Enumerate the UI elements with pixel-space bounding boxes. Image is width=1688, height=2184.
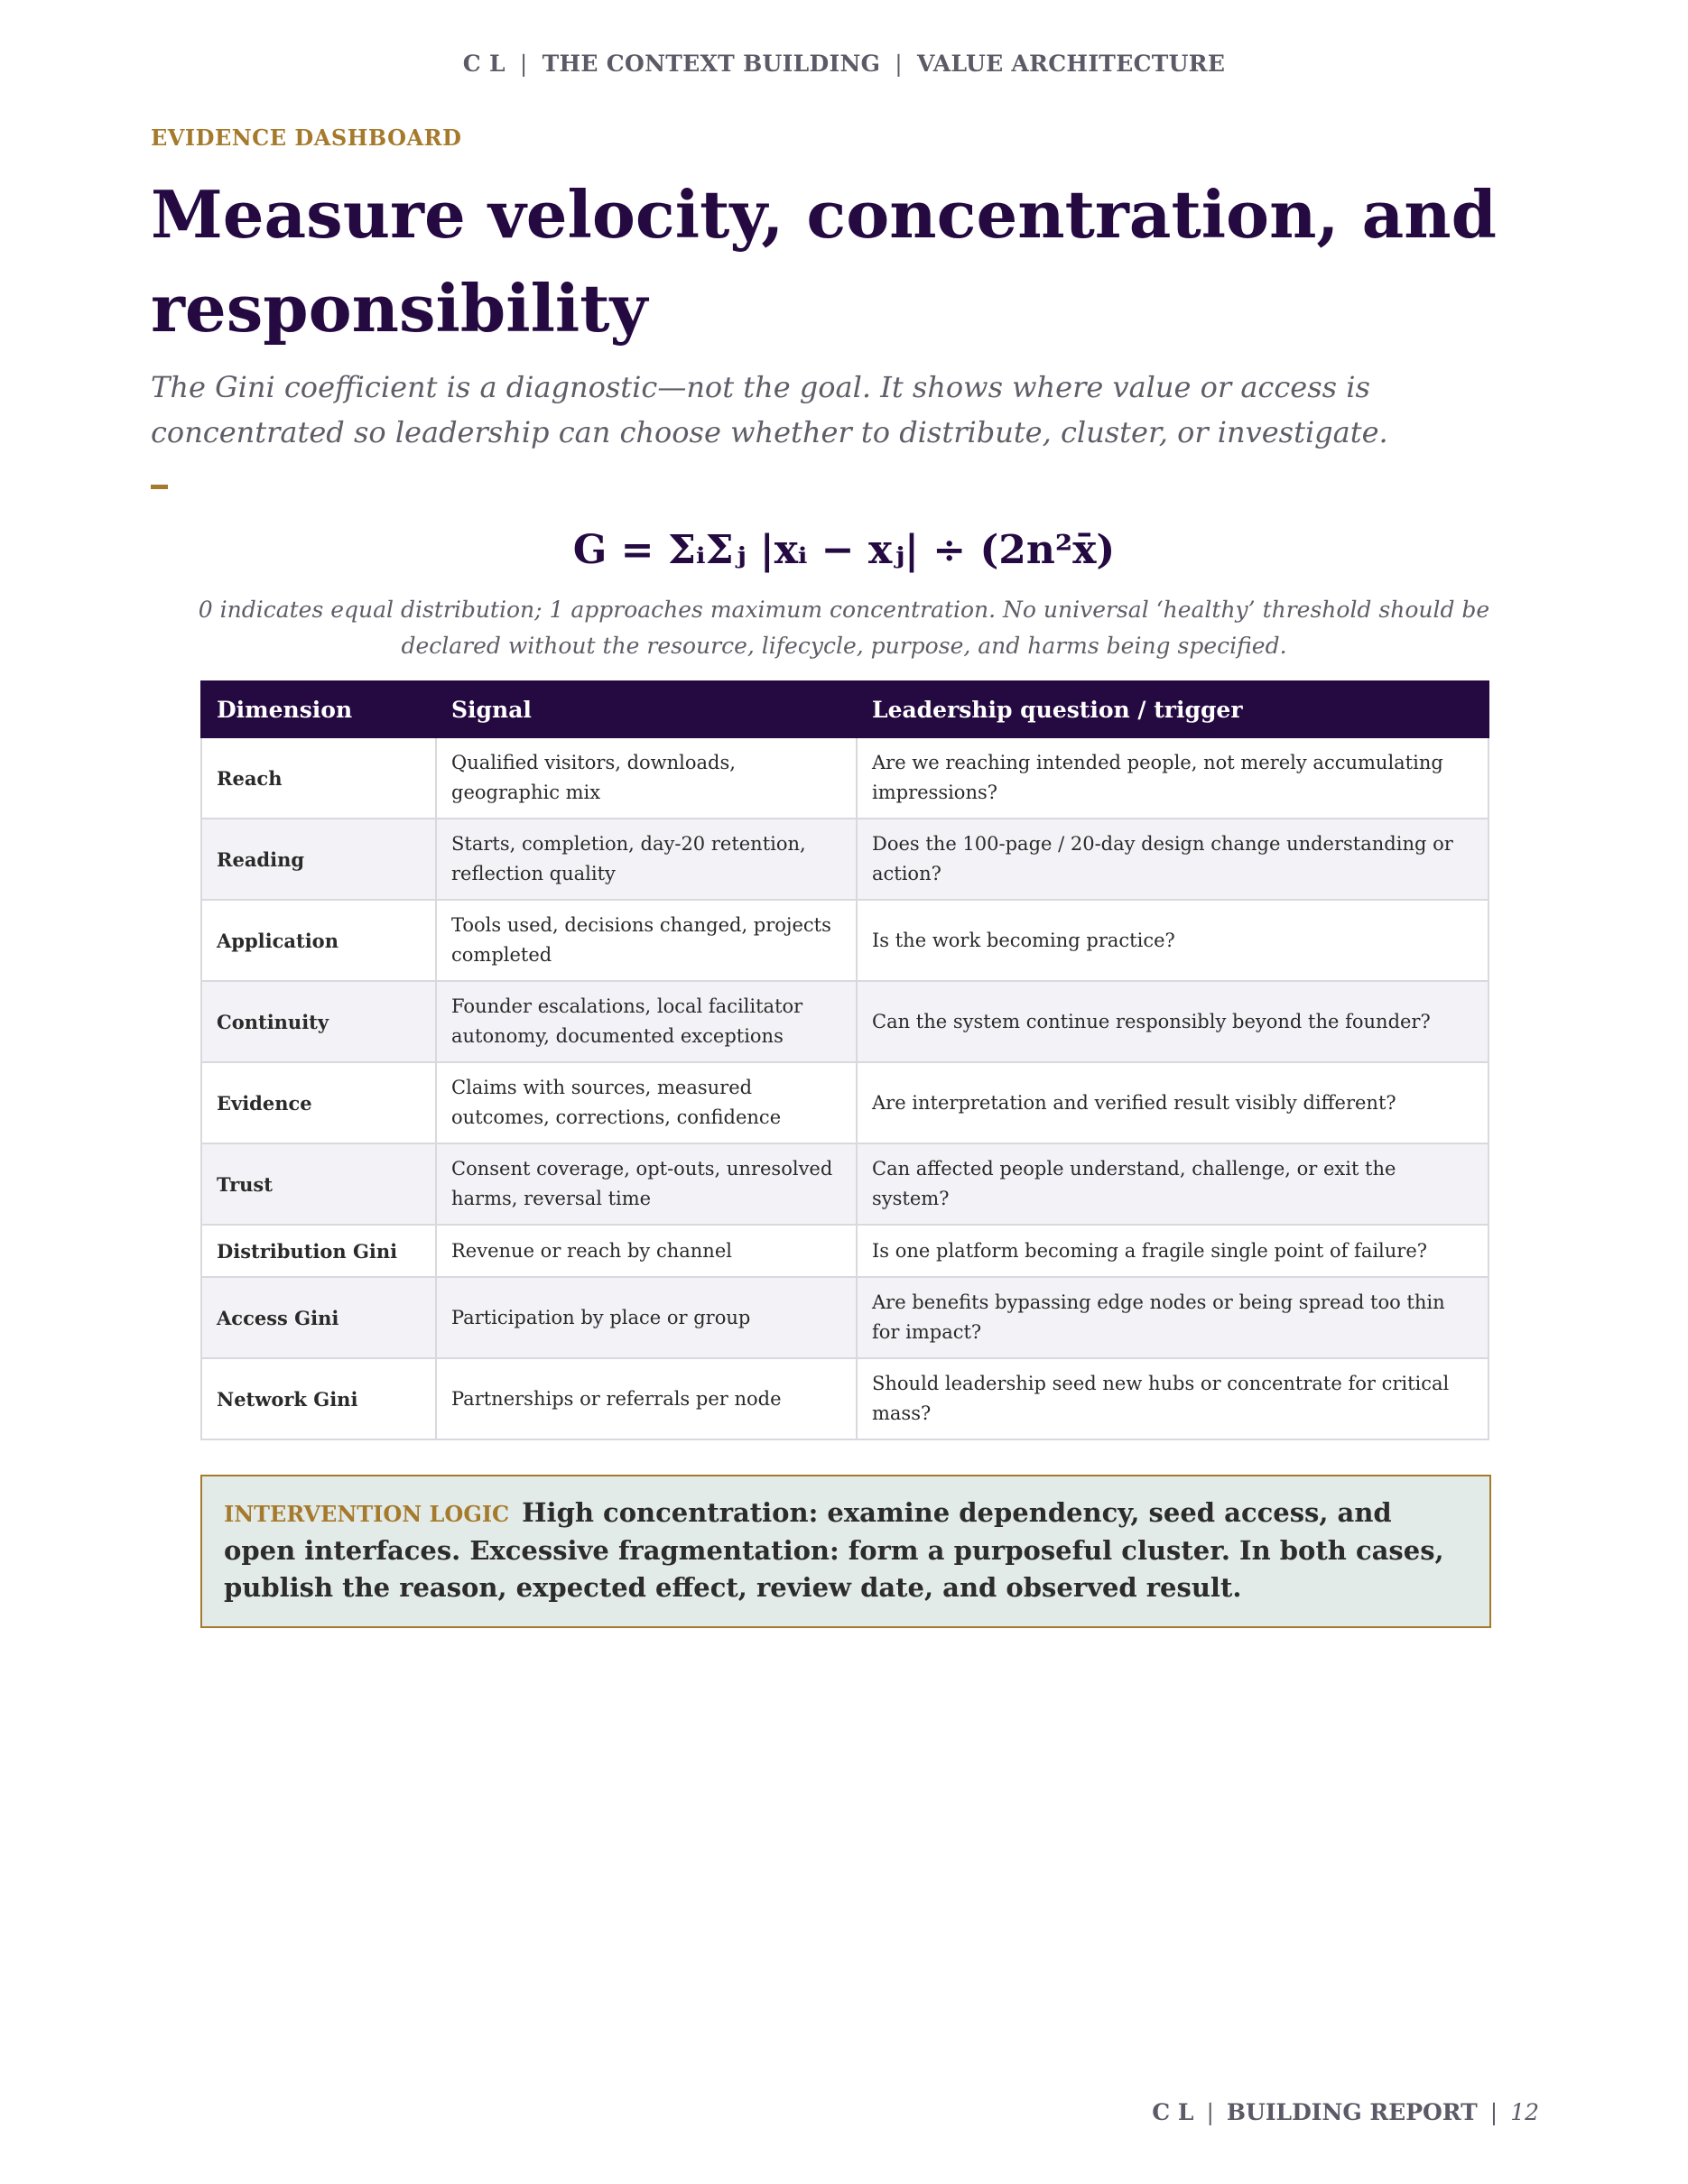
table-row — [201, 819, 1489, 900]
signal-cell: Claims with sources, measured outcomes, corrections, confidence — [436, 1062, 857, 1143]
dimension-cell: Continuity — [201, 981, 436, 1062]
question-cell: Does the 100-page / 20-day design change understanding or action? — [857, 819, 1489, 900]
column-header-question: Leadership question / trigger — [857, 681, 1489, 737]
table-header-row — [201, 681, 1489, 737]
callout-label: INTERVENTION LOGIC — [224, 1501, 510, 1527]
dimension-cell: Network Gini — [201, 1358, 436, 1439]
footer-separator: | — [1489, 2099, 1498, 2125]
signal-cell: Tools used, decisions changed, projects completed — [436, 900, 857, 981]
signal-cell: Revenue or reach by channel — [436, 1225, 857, 1277]
question-cell: Is one platform becoming a fragile single point of failure? — [857, 1225, 1489, 1277]
signal-cell: Starts, completion, day-20 retention, reflection quality — [436, 819, 857, 900]
table-row — [201, 737, 1489, 819]
footer-initials: C L — [1152, 2099, 1194, 2125]
header-chapter: VALUE ARCHITECTURE — [917, 51, 1226, 77]
header-separator: | — [519, 51, 528, 77]
signal-cell: Participation by place or group — [436, 1277, 857, 1358]
question-cell: Are we reaching intended people, not merely accumulating impressions? — [857, 737, 1489, 819]
footer-label: BUILDING REPORT — [1226, 2099, 1478, 2125]
header-section: THE CONTEXT BUILDING — [542, 51, 881, 77]
accent-rule — [151, 485, 168, 489]
section-eyebrow: EVIDENCE DASHBOARD — [151, 125, 462, 151]
question-cell: Should leadership seed new hubs or concentrate for critical mass? — [857, 1358, 1489, 1439]
question-cell: Can the system continue responsibly beyond the founder? — [857, 981, 1489, 1062]
dimension-cell: Access Gini — [201, 1277, 436, 1358]
table-row — [201, 900, 1489, 981]
dimension-cell: Reach — [201, 737, 436, 819]
page-title: Measure velocity, concentration, and responsibility — [151, 176, 1497, 347]
callout-text: High concentration: examine dependency, seed access, and open interfaces. Excessive fragmentation: form a purposeful cluster. In both cases, publish the reason, expected effect, review date, and observed result. — [224, 1497, 1444, 1603]
signal-cell: Partnerships or referrals per node — [436, 1358, 857, 1439]
dimension-cell: Application — [201, 900, 436, 981]
page-footer — [1152, 2099, 1539, 2125]
dimension-cell: Distribution Gini — [201, 1225, 436, 1277]
signal-cell: Qualified visitors, downloads, geographic mix — [436, 737, 857, 819]
formula-note: 0 indicates equal distribution; 1 approaches maximum concentration. No universal ‘healthy’ threshold should be declared without the resource, lifecycle, purpose, and harms being specified. — [198, 597, 1490, 659]
header-separator: | — [895, 51, 903, 77]
column-header-dimension: Dimension — [201, 681, 436, 737]
question-cell: Can affected people understand, challenge, or exit the system? — [857, 1143, 1489, 1225]
evidence-dashboard-table — [200, 680, 1489, 1440]
table-row — [201, 1358, 1489, 1439]
column-header-signal: Signal — [436, 681, 857, 737]
signal-cell: Founder escalations, local facilitator autonomy, documented exceptions — [436, 981, 857, 1062]
table-row — [201, 1062, 1489, 1143]
question-cell: Is the work becoming practice? — [857, 900, 1489, 981]
page-number: 12 — [1510, 2099, 1539, 2125]
question-cell: Are benefits bypassing edge nodes or being spread too thin for impact? — [857, 1277, 1489, 1358]
dimension-cell: Trust — [201, 1143, 436, 1225]
question-cell: Are interpretation and verified result visibly different? — [857, 1062, 1489, 1143]
table-row — [201, 981, 1489, 1062]
table-row — [201, 1225, 1489, 1277]
running-header — [0, 51, 1688, 77]
table-row — [201, 1143, 1489, 1225]
signal-cell: Consent coverage, opt-outs, unresolved harms, reversal time — [436, 1143, 857, 1225]
header-initials: C L — [462, 51, 505, 77]
intervention-logic-callout — [200, 1475, 1491, 1628]
footer-separator: | — [1206, 2099, 1214, 2125]
gini-formula: G = ΣᵢΣⱼ |xᵢ − xⱼ| ÷ (2n²x̄) — [572, 527, 1116, 573]
table-row — [201, 1277, 1489, 1358]
dimension-cell: Evidence — [201, 1062, 436, 1143]
lede-paragraph: The Gini coefficient is a diagnostic—not the goal. It shows where value or access is concentrated so leadership can choose whether to distribute, cluster, or investigate. — [151, 370, 1388, 449]
dimension-cell: Reading — [201, 819, 436, 900]
